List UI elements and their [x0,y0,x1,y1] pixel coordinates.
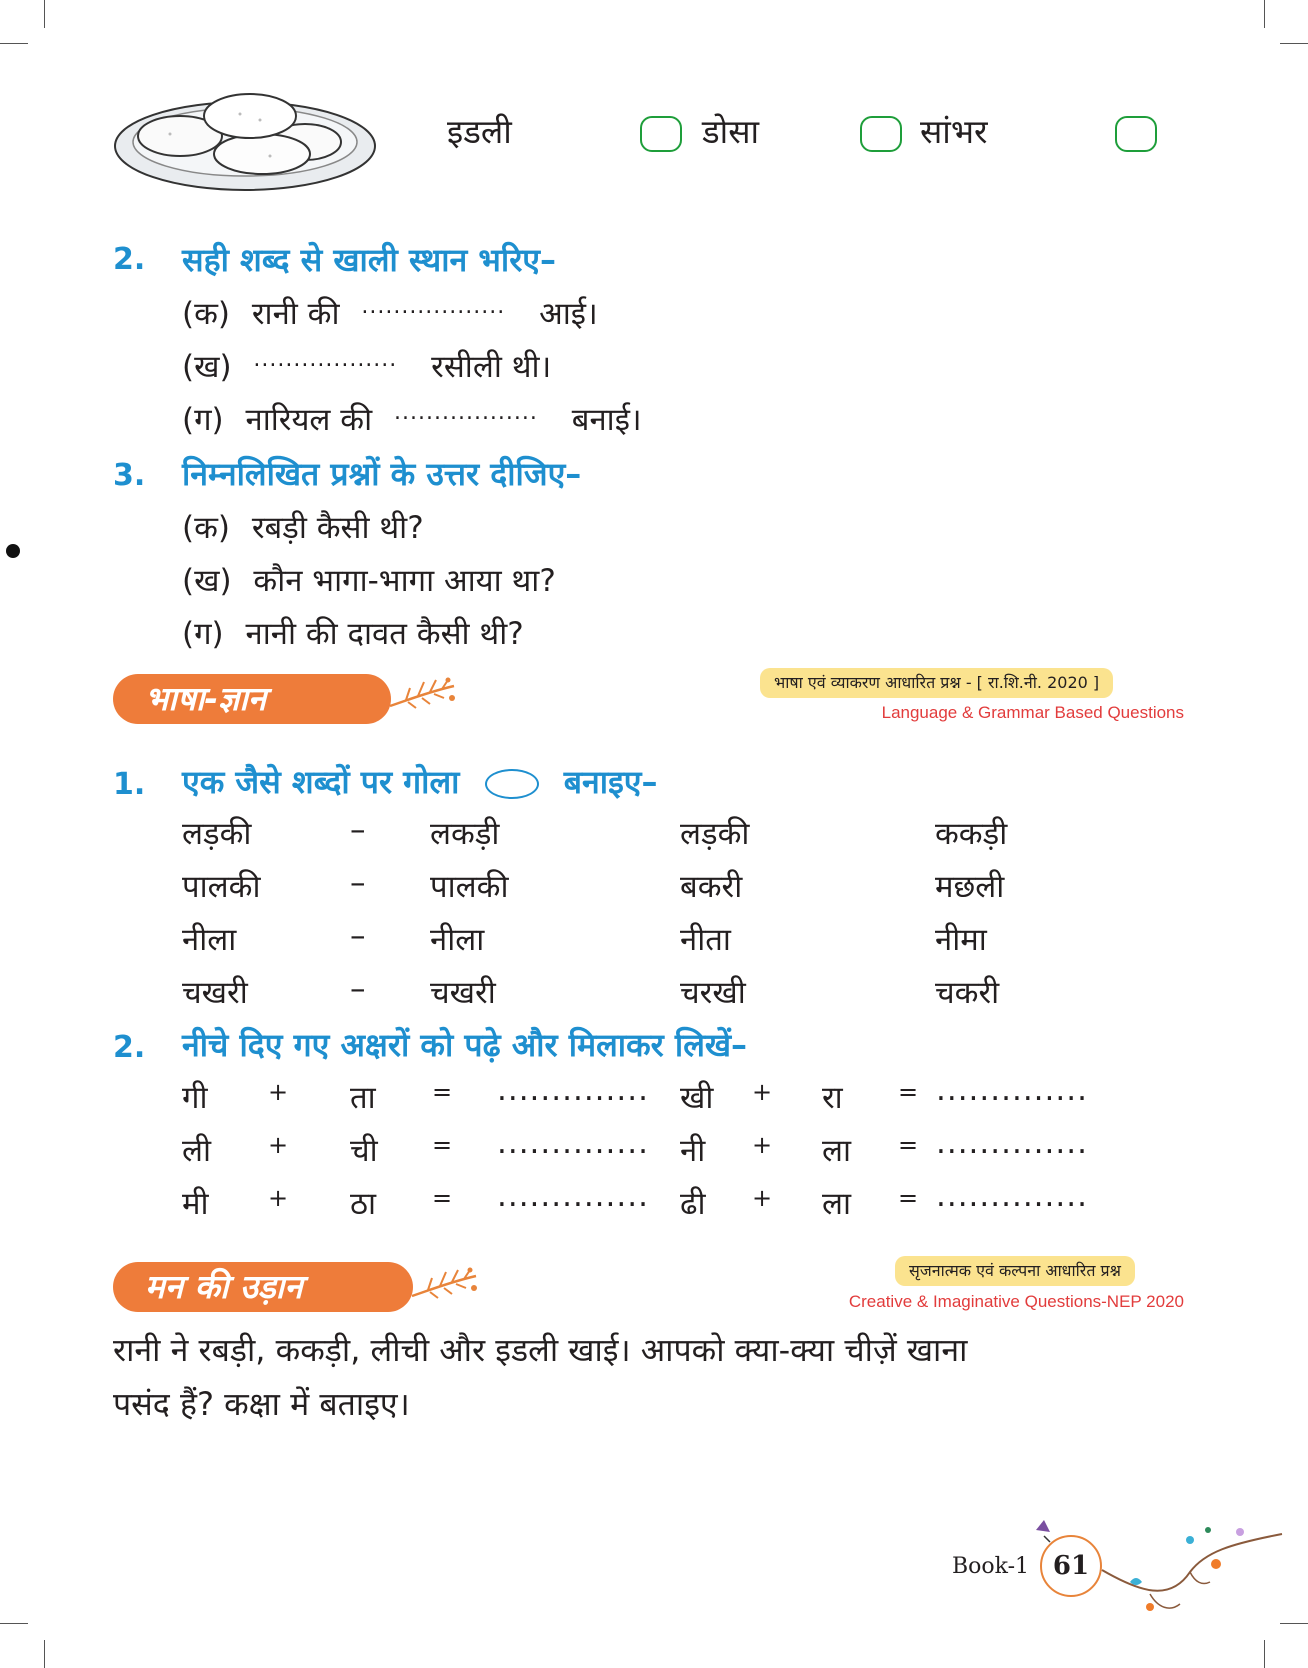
section-tag: सृजनात्मक एवं कल्पना आधारित प्रश्न [895,1256,1135,1286]
syllable: नी [680,1133,706,1169]
blank-line[interactable]: .................. [394,399,538,425]
dash: – [350,971,366,1007]
item-text: नानी की दावत कैसी थी? [245,616,524,652]
equals-sign: = [432,1131,453,1159]
section-heading-bhasha-gyan: भाषा-ज्ञान [113,674,391,724]
question-number: 2. [113,242,146,277]
item-text: कौन भागा-भागा आया था? [253,563,556,599]
word-option[interactable]: नीता [680,922,731,958]
word-option[interactable]: बकरी [680,869,743,905]
word-option[interactable]: चरखी [680,975,746,1011]
fill-blank-item [182,398,642,440]
idli-plate-illustration [110,84,380,194]
item-marker: (ख) [182,563,232,599]
answer-blank[interactable]: .............. [936,1125,1088,1161]
syllable: ठा [350,1186,377,1222]
item-marker: (क) [182,510,230,546]
syllable: ली [182,1133,212,1169]
answer-blank[interactable]: .............. [497,1072,649,1108]
syllable: ता [350,1080,376,1116]
book-label: Book-1 [952,1554,1030,1579]
fill-blank-item [182,292,598,334]
answer-blank[interactable]: .............. [936,1178,1088,1214]
word-option[interactable]: पालकी [430,869,509,905]
leaf-sprig-icon [410,1262,482,1302]
dash: – [350,812,366,848]
crop-mark [1280,43,1308,44]
question-title [182,760,657,803]
option-dosa: डोसा [702,112,760,151]
question-item [182,559,556,601]
equals-sign: = [432,1078,453,1106]
option-sambhar: सांभर [920,112,988,151]
plus-sign: + [268,1131,289,1159]
item-text: रानी की [251,296,340,332]
plus-sign: + [268,1184,289,1212]
equals-sign: = [898,1131,919,1159]
word-cell: पालकी [182,869,261,905]
section-tag-subtitle: Language & Grammar Based Questions [881,703,1184,722]
answer-blank[interactable]: .............. [497,1178,649,1214]
dash: – [350,918,366,954]
checkbox-dosa[interactable] [860,116,902,152]
item-marker: (क) [182,296,230,332]
word-option[interactable]: लकड़ी [430,816,500,852]
word-option[interactable]: नीमा [935,922,987,958]
crop-mark [0,1623,28,1624]
word-option[interactable]: लड़की [680,816,750,852]
answer-blank[interactable]: .............. [936,1072,1088,1108]
word-option[interactable]: चकरी [935,975,1000,1011]
registration-dot [6,544,20,558]
plus-sign: + [752,1131,773,1159]
dash: – [350,865,366,901]
item-marker: (ग) [182,402,224,438]
question-item [182,612,524,654]
syllable: मी [182,1186,209,1222]
item-marker: (ख) [182,349,232,385]
word-cell: लड़की [182,816,252,852]
item-text: रसीली थी। [431,349,552,385]
equals-sign: = [898,1078,919,1106]
word-option[interactable]: चखरी [430,975,496,1011]
question-title-part: एक जैसे शब्दों पर गोला [182,763,460,801]
item-text: बनाई। [571,402,642,438]
plus-sign: + [268,1078,289,1106]
paragraph-line: रानी ने रबड़ी, ककड़ी, लीची और इडली खाई। आपको क्या-क्या चीज़ें खाना [113,1331,968,1369]
floral-vine-decoration [1030,1512,1290,1622]
blank-line[interactable]: .................. [361,293,506,319]
question-title: निम्नलिखित प्रश्नों के उत्तर दीजिए– [182,455,582,493]
crop-mark [1280,1623,1308,1624]
item-text: रबड़ी कैसी थी? [251,510,424,546]
answer-blank[interactable]: .............. [497,1125,649,1161]
crop-mark [0,43,28,44]
word-option[interactable]: मछली [935,869,1005,905]
word-cell: नीला [182,922,237,958]
question-title-part: बनाइए– [563,763,658,801]
syllable: ला [822,1133,852,1169]
question-number: 1. [113,767,146,802]
question-title: सही शब्द से खाली स्थान भरिए– [182,241,556,279]
crop-mark [1264,1640,1265,1668]
item-text: आई। [539,296,598,332]
syllable: ला [822,1186,852,1222]
question-title: नीचे दिए गए अक्षरों को पढ़े और मिलाकर लिखें– [182,1026,748,1064]
option-idli: इडली [447,112,512,151]
syllable: खी [680,1080,714,1116]
section-heading-man-ki-udaan: मन की उड़ान [113,1262,413,1312]
section-tag-subtitle: Creative & Imaginative Questions-NEP 2020 [848,1292,1184,1311]
item-text: नारियल की [245,402,373,438]
question-number: 3. [113,458,146,493]
syllable: ढी [680,1186,706,1222]
section-tag: भाषा एवं व्याकरण आधारित प्रश्न - [ रा.शि.नी. 2020 ] [760,668,1113,698]
crop-mark [1264,0,1265,28]
oval-icon [485,769,539,799]
checkbox-idli[interactable] [640,116,682,152]
crop-mark [44,0,45,28]
equals-sign: = [898,1184,919,1212]
syllable: ची [350,1133,378,1169]
equals-sign: = [432,1184,453,1212]
question-number: 2. [113,1030,146,1065]
plus-sign: + [752,1184,773,1212]
syllable: गी [182,1080,208,1116]
fill-blank-item [182,345,551,387]
leaf-sprig-icon [388,672,460,712]
checkbox-sambhar[interactable] [1115,116,1157,152]
item-marker: (ग) [182,616,224,652]
question-item [182,506,424,548]
paragraph-line: पसंद हैं? कक्षा में बताइए। [113,1385,410,1423]
word-cell: चखरी [182,975,248,1011]
word-option[interactable]: नीला [430,922,485,958]
crop-mark [44,1640,45,1668]
syllable: रा [822,1080,843,1116]
plus-sign: + [752,1078,773,1106]
page-number: 61 [1052,1551,1090,1581]
word-option[interactable]: ककड़ी [935,816,1008,852]
blank-line[interactable]: .................. [253,346,398,372]
